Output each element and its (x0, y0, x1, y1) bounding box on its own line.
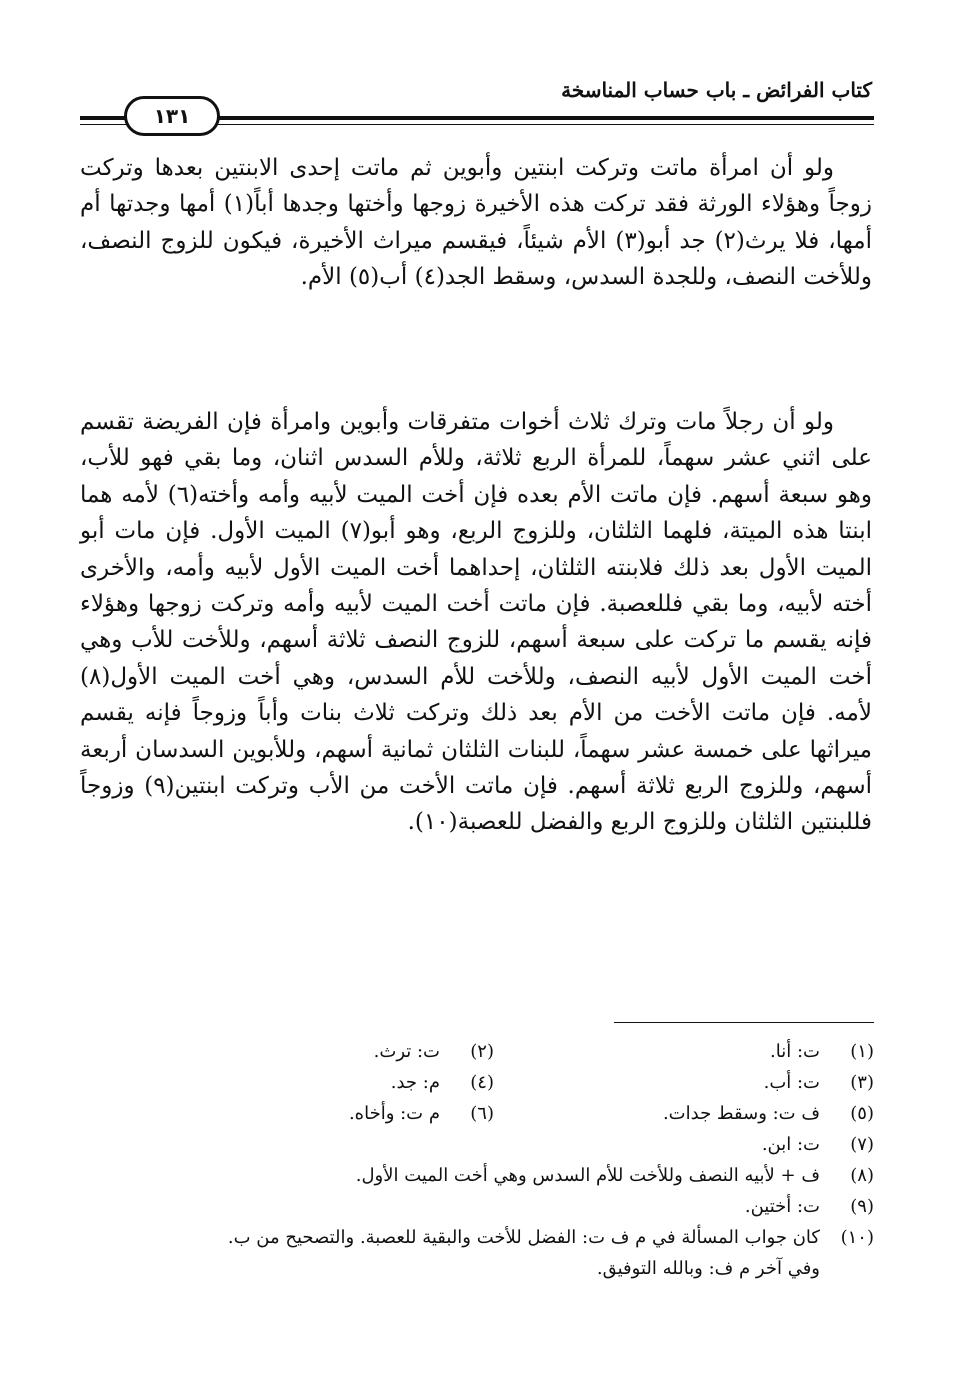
footnote-row (82, 1098, 874, 1129)
footnote-1: (١)ت: أنا. (770, 1041, 874, 1062)
paragraph-1 (80, 150, 872, 296)
footnote-3: (٣)ت: أب. (763, 1072, 874, 1093)
paragraph-text: ولو أن رجلاً مات وترك ثلاث أخوات متفرقات وأبوين وامرأة فإن الفريضة تقسم على اثني عشر سهماً، للمرأة الربع ثلاثة، وللأم السدس اثنان، وما بقي فهو للأب، وهو سبعة أسهم. فإن ماتت الأم بعده فإن أخت الميت لأبيه وأمه وأخته(٦) لأمه هما ابنتا هذه الميتة، فلهما الثلثان، وللزوج الربع، وهو أبو(٧) الميت الأول. فإن مات أبو الميت الأول بعد ذلك فلابنته الثلثان، إحداهما أخت الميت الأول لأبيه وأمه، والأخرى أخته لأبيه، وما بقي فللعصبة. فإن ماتت أخت الميت لأبيه وأمه وتركت زوجها وهؤلاء فإنه يقسم ما تركت على سبعة أسهم، للزوج النصف ثلاثة أسهم، وللأخت للأب وهي أخت الميت الأول لأبيه النصف، وللأخت للأم السدس، وهي أخت الميت الأول(٨) لأمه. فإن ماتت الأخت من الأم بعد ذلك وتركت ثلاث بنات وأباً وزوجاً فإنه يقسم ميراثها على خمسة عشر سهماً، للبنات الثلثان ثمانية أسهم، وللأبوين السدسان أربعة أسهم، وللزوج الربع ثلاثة أسهم. فإن ماتت الأخت من الأب وتركت ابنتين(٩) وزوجاً فللبنتين الثلثان وللزوج الربع والفضل للعصبة(١٠). (80, 409, 873, 836)
footnote-4: (٤)م: جد. (390, 1072, 494, 1093)
paragraph-text: ولو أن امرأة ماتت وتركت ابنتين وأبوين ثم ماتت إحدى الابنتين بعدها وتركت زوجاً وهؤلاء الورثة فقد تركت هذه الأخيرة زوجها وأختها وجدها أباً(١) أمها وجدتها أم أمها، فلا يرث(٢) جد أبو(٣) الأم شيئاً، فيقسم ميراث الأخيرة، فيكون للزوج النصف، وللأخت النصف، وللجدة السدس، وسقط الجد(٤) أب(٥) الأم. (80, 155, 873, 291)
page-header (80, 72, 874, 132)
footnote-2: (٢)ت: ترث. (373, 1041, 494, 1062)
paragraph-2 (80, 404, 872, 841)
header-rule (242, 116, 874, 120)
running-title: كتاب الفرائض ـ باب حساب المناسخة (561, 78, 872, 102)
footnote-10-continuation: وفي آخر م ف: وبالله التوفيق. (596, 1258, 820, 1279)
page-number: ١٣١ (124, 96, 220, 136)
header-rule-thin (242, 124, 874, 125)
page-number-frame (80, 96, 242, 132)
footnotes (82, 1036, 874, 1284)
footnote-7: (٧) ت: ابن. (761, 1134, 874, 1155)
footnote-9: (٩) ت: أختين. (744, 1196, 874, 1217)
footnote-row (82, 1067, 874, 1098)
footnote-10: (١٠) كان جواب المسألة في م ف ت: الفضل للأخت والبقية للعصبة. والتصحيح من ب. (227, 1227, 874, 1248)
footnote-separator (614, 1022, 874, 1023)
footnote-6: (٦)م ت: وأخاه. (348, 1103, 494, 1124)
footnote-5: (٥)ف ت: وسقط جدات. (662, 1103, 874, 1124)
footnote-row (82, 1036, 874, 1067)
footnote-8: (٨) ف + لأبيه النصف وللأخت للأم السدس وهي أخت الميت الأول. (355, 1165, 874, 1186)
